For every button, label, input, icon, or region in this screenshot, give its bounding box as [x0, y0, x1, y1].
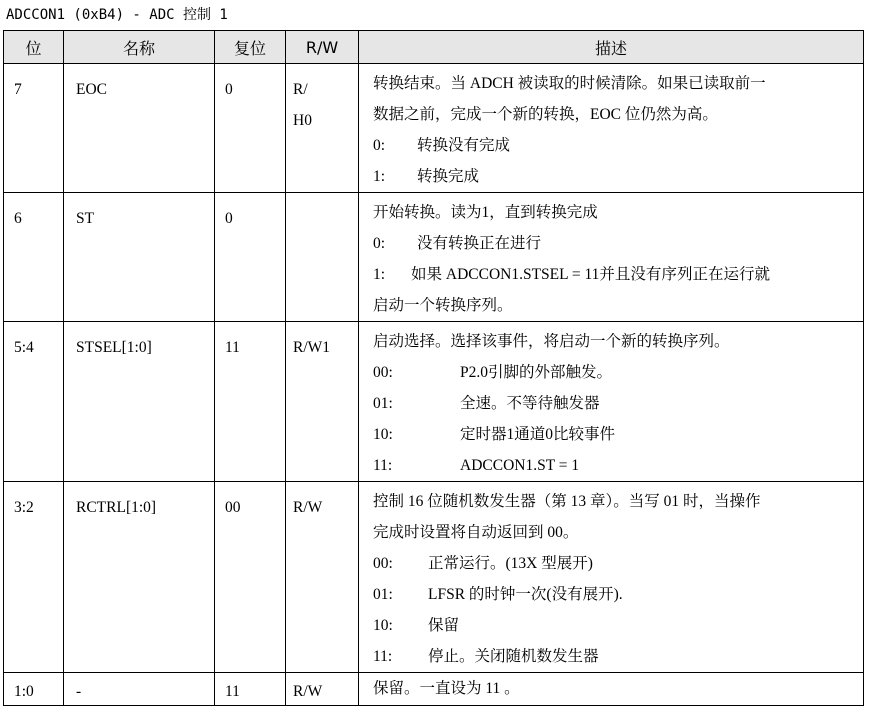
option-value: LFSR 的时钟一次(没有展开). — [428, 586, 623, 603]
name-cell: STSEL[1:0] — [76, 339, 152, 356]
header-name: 名称 — [64, 31, 215, 64]
desc-line: 开始转换。读为1，直到转换完成 — [373, 204, 598, 221]
table-row — [4, 482, 864, 673]
desc-option — [373, 161, 863, 192]
bit-cell: 6 — [14, 210, 22, 227]
option-value: 转换没有完成 — [417, 137, 511, 154]
desc-option — [373, 610, 863, 641]
option-value: 停止。关闭随机数发生器 — [428, 648, 599, 665]
rw-cell: R/W1 — [293, 339, 331, 356]
reset-cell: 11 — [225, 683, 240, 700]
reset-cell: 0 — [225, 210, 233, 227]
option-key: 10: — [373, 426, 393, 443]
desc-line: 启动选择。选择该事件，将启动一个新的转换序列。 — [373, 333, 730, 350]
option-key: 11: — [373, 457, 393, 474]
option-key: 00: — [373, 364, 393, 381]
desc-option — [373, 450, 863, 481]
header-rw: R/W — [286, 31, 359, 64]
bit-cell: 7 — [14, 81, 22, 98]
bit-cell: 1:0 — [14, 683, 34, 700]
option-value: 全速。不等待触发器 — [460, 395, 600, 412]
desc-cell — [359, 482, 863, 672]
reset-cell: 11 — [225, 339, 240, 356]
table-row — [4, 322, 864, 482]
option-key: 0: — [373, 235, 386, 252]
rw-cell: R/W — [293, 683, 323, 700]
option-value: 如果 ADCCON1.STSEL = 11并且没有序列正在运行就 — [411, 266, 770, 283]
desc-cell — [359, 64, 863, 192]
rw-cell: R/W — [293, 499, 323, 516]
option-key: 11: — [373, 648, 393, 665]
name-cell: - — [76, 683, 82, 700]
desc-cell — [359, 193, 863, 321]
option-key: 00: — [373, 555, 393, 572]
desc-option — [373, 419, 863, 450]
bit-cell: 5:4 — [14, 339, 34, 356]
option-value: 没有转换正在进行 — [417, 235, 542, 252]
bit-cell: 3:2 — [14, 499, 34, 516]
option-key: 0: — [373, 137, 386, 154]
option-key: 01: — [373, 395, 393, 412]
table-row — [4, 64, 864, 193]
header-desc: 描述 — [359, 31, 864, 64]
option-key: 1: — [373, 168, 386, 185]
desc-cell — [359, 673, 863, 704]
reset-cell: 00 — [225, 499, 241, 516]
option-value: ADCCON1.ST = 1 — [460, 457, 580, 474]
desc-option — [373, 641, 863, 672]
desc-option — [373, 228, 863, 259]
reset-cell: 0 — [225, 81, 233, 98]
register-table — [3, 30, 864, 706]
desc-line: 数据之前，完成一个新的转换，EOC 位仍然为高。 — [373, 106, 718, 123]
rw-line: R/ — [293, 81, 308, 98]
option-value: 正常运行。(13X 型展开) — [428, 555, 593, 572]
name-cell: ST — [76, 210, 95, 227]
option-value: 转换完成 — [417, 168, 480, 185]
header-bit: 位 — [4, 31, 64, 64]
rw-cell — [286, 64, 358, 136]
name-cell: EOC — [76, 81, 107, 98]
desc-option — [373, 579, 863, 610]
desc-option — [373, 548, 863, 579]
rw-cell — [286, 193, 358, 203]
header-row — [4, 31, 864, 64]
name-cell: RCTRL[1:0] — [76, 499, 157, 516]
desc-line: 启动一个转换序列。 — [373, 297, 513, 314]
desc-line: 控制 16 位随机数发生器（第 13 章）。当写 01 时，当操作 — [373, 493, 761, 510]
header-reset: 复位 — [215, 31, 286, 64]
table-row — [4, 193, 864, 322]
desc-cell — [359, 322, 863, 481]
rw-line: H0 — [293, 112, 312, 129]
desc-line: 保留。一直设为 11 。 — [373, 680, 520, 697]
option-key: 01: — [373, 586, 393, 603]
option-value: 定时器1通道0比较事件 — [460, 426, 616, 443]
desc-option — [373, 130, 863, 161]
option-key: 1: — [373, 266, 386, 283]
register-title: ADCCON1 (0xB4) - ADC 控制 1 — [6, 7, 228, 23]
desc-option — [373, 259, 863, 290]
desc-option — [373, 357, 863, 388]
desc-option — [373, 388, 863, 419]
table-row — [4, 673, 864, 706]
option-key: 10: — [373, 617, 393, 634]
option-value: P2.0引脚的外部触发。 — [460, 364, 612, 381]
desc-line: 完成时设置将自动返回到 00。 — [373, 524, 579, 541]
option-value: 保留 — [428, 617, 460, 634]
desc-line: 转换结束。当 ADCH 被读取的时候清除。如果已读取前一 — [373, 75, 766, 92]
